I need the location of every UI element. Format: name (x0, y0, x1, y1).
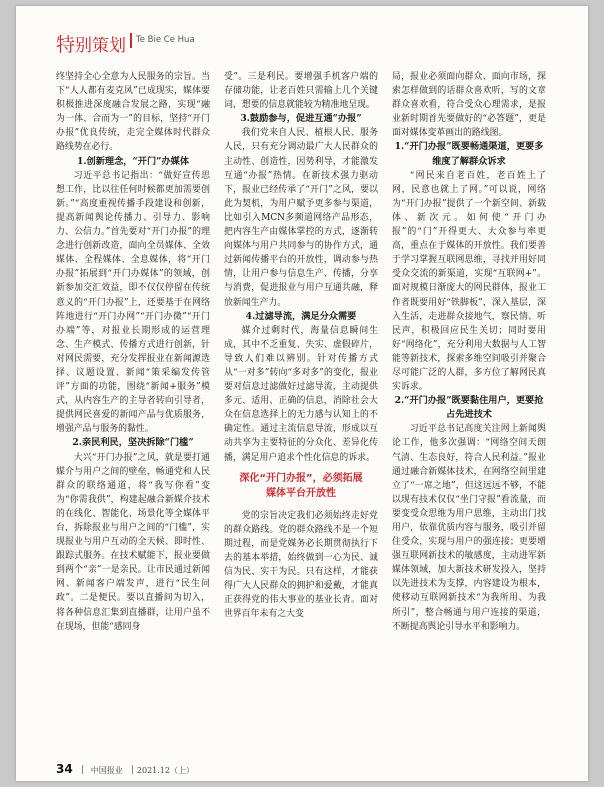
section-title (56, 30, 126, 57)
footer-divider (132, 765, 133, 774)
text-column-1 (56, 70, 210, 744)
paragraph: 受”。三是利民。要增强手机客户端的存储功能，让老百姓只需输上几个关键词，想要的信息就能较为精准地呈现。 (224, 72, 378, 111)
footer-divider (82, 765, 83, 774)
magazine-page (16, 6, 588, 781)
paragraph: 党的宗旨决定我们必须始终走好党的群众路线。党的群众路线不是一个短期过程，而是党媒务必长期贯彻执行下去的基本举措，始终做到一心为民、诚信为民、实干为民。只有这样，才能获得广大人民群众的拥护和爱戴，才能真正获得党的伟大事业的基业长青。面对世界百年未有之大变 (224, 510, 378, 620)
header-divider (130, 33, 132, 48)
issue-date: 2021.12（上） (136, 766, 194, 775)
subheading: 4.过滤导流，满足分众需要 (245, 310, 357, 322)
paragraph: 习近平总书记指出：“做好宣传思想工作，比以往任何时候都更加需要创新。”“高度重视传播手段建设和创新，提高新闻舆论传播力、引导力、影响力、公信力。”首先要对“开门办报”的理念进行创新改造，面向全员媒体、全效媒体、全程媒体、全息媒体，将“开门办报”拓展到“开门办媒体”的领域，创新参加交汇效益，即不仅仅停留在传统意义的“开门办报”上，还要基于在网络阵地进行“开门办网”“开门办微”“开门办端”等，对报业长期形成的运营理念、生产模式、传播方式进行创新，针对网民需要，充分发挥报业在新闻源选择、议题设置、新闻“策采编发传管评”方面的功能，围绕“新闻+服务”模式，从内容生产的主导者转向引导者，提供网民喜爱的新闻产品与优质服务，增强产品与服务的黏性。 (56, 170, 210, 435)
paragraph: 终坚持全心全意为人民服务的宗旨。当下“人人都有麦克风”已成现实，媒体要积极推进深度融合发展之路，实现“融为一体、合而为一”的目标，坚持“开门办报”优良传统，走完全媒体时代群众路线势在必行。 (56, 72, 210, 153)
text-column-3 (392, 70, 546, 744)
section-title-rest: 别策划 (75, 36, 127, 56)
callout-line-1: 深化“开门办报”，必须拓展 (239, 472, 363, 484)
section-subtitle-pinyin: Te Bie Ce Hua (136, 35, 195, 45)
subheading: 3.鼓励参与，促进互通“办报” (240, 113, 362, 125)
subheading: 2.“开门办报”既要黏住用户，更要抢占先进技术 (394, 395, 544, 421)
paragraph: 习近平总书记高度关注网上新闻舆论工作，他多次强调：“网络空间天朗气清、生态良好，符合人民利益。”报业通过融合新媒体技术，在网络空间里建立了“一席之地”，但这远远不够，不能以现有技术仅仅“坐门守报”看流量，而要变受众思维为用户思维，主动出门找用户，依靠优质内容与服务，吸引并留住受众，实现与用户的强连接；更要增强互联网新技术的敏感度，主动进军新媒体领域，加大新技术研发投入，坚持以先进技术为支撑，内容建设为根本，使移动互联网新技术“为我所用、为我所引”，整合畅通与用户连接的渠道，不断提高舆论引导水平和影响力。 (392, 424, 546, 632)
paragraph: 我们党来自人民、植根人民、服务人民，只有充分调动最广大人民群众的主动性、创造性，因势利导，才能激发互通“办报”热情。在新技术强力驱动下，报业已经传承了“开门”之风，要以此为契机，为用户赋予更多参与渠道，比如引入MCN多频道网络产品形态，把内容生产由媒体掌控的方式，逐渐转向媒体与用户共同参与的协作方式，通过新闻传播平台的开放性，调动参与热情，让用户参与信息生产、传播，分享与消费，促进报业与用户互通共融，释放新闻生产力。 (224, 128, 378, 308)
page-footer (56, 758, 194, 776)
subheading: 1.“开门办报”既要畅通渠道，更要多维度了解群众诉求 (394, 141, 544, 167)
subheading: 1.创新理念，“开门”办媒体 (76, 155, 190, 167)
paragraph: 媒介过剩时代，海量信息瞬间生成，其中不乏重复、失实、虚假碎片，导致人们难以辨别。针对传播方式从“一对多”转向“多对多”的变化，报业要对信息过滤做好过滤导流，主动提供多元、适用、正确的信息，消除社会大众在信息选择上的无力感与认知上的不确定性。通过主流信息导流，形成以互动共享为主要特征的分众化、差异化传播，满足用户追求个性化信息的诉求。 (224, 325, 378, 463)
section-heading-callout (224, 471, 378, 501)
paragraph: “网民来自老百姓，老百姓上了网，民意也就上了网。”可以说，网络为“开门办报”提供了一个新空间、新载体、新次元。如何使“开门办报”的“门”开得更大、大众参与率更高，重点在于媒体的开放性。我们要善于学习掌握互联网思维，寻找并用好同受众交流的新渠道，实现“互联网+”。面对规模日渐庞大的网民群体，报业工作者既要用好“铁脚板”，深入基层，深入生活，走进群众接地气，察民情、听民声，积极回应民生关切；同时要用好“网络化”，充分利用大数据与人工智能等新技术，探索多维空间吸引并聚合尽可能广泛的人群，多方位了解网民真实诉求。 (392, 170, 546, 393)
paragraph: 局，报业必须面向群众、面向市场，探索怎样做到的话群众喜欢听，写的文章群众喜欢看，符合受众心理需求，是报业新时期首先要做好的“必答题”，更是面对媒体变革画出的路线图。 (392, 72, 546, 139)
subheading: 2.亲民利民，坚决拆除“门槛” (72, 437, 194, 449)
callout-line-2: 媒体平台开放性 (266, 487, 336, 499)
page-number: 34 (56, 762, 73, 776)
paragraph: 大兴“开门办报”之风，就是要打通媒介与用户之间的壁垒，畅通党和人民群众的联络通道，将“我写你看”变为“你需我供”，构建起融合新媒介技术的在线化、智能化、场景化等全媒体平台，拆除报业与用户之间的“门槛”，实现报业与用户互动的全天候、即时性、跟踪式服务。在技术赋能下，报业要做到两个“亲”一是亲民。让市民通过新闻网、新闻客户端发声，进行“民生问政”。二是便民。要以直播间为切入，将各种信息汇集到直播群，让用户虽不在现场，但能“感同身 (56, 452, 210, 632)
section-title-initial: 特 (56, 34, 76, 56)
text-column-2 (224, 70, 378, 744)
magazine-name: 中国报业 (90, 766, 123, 775)
